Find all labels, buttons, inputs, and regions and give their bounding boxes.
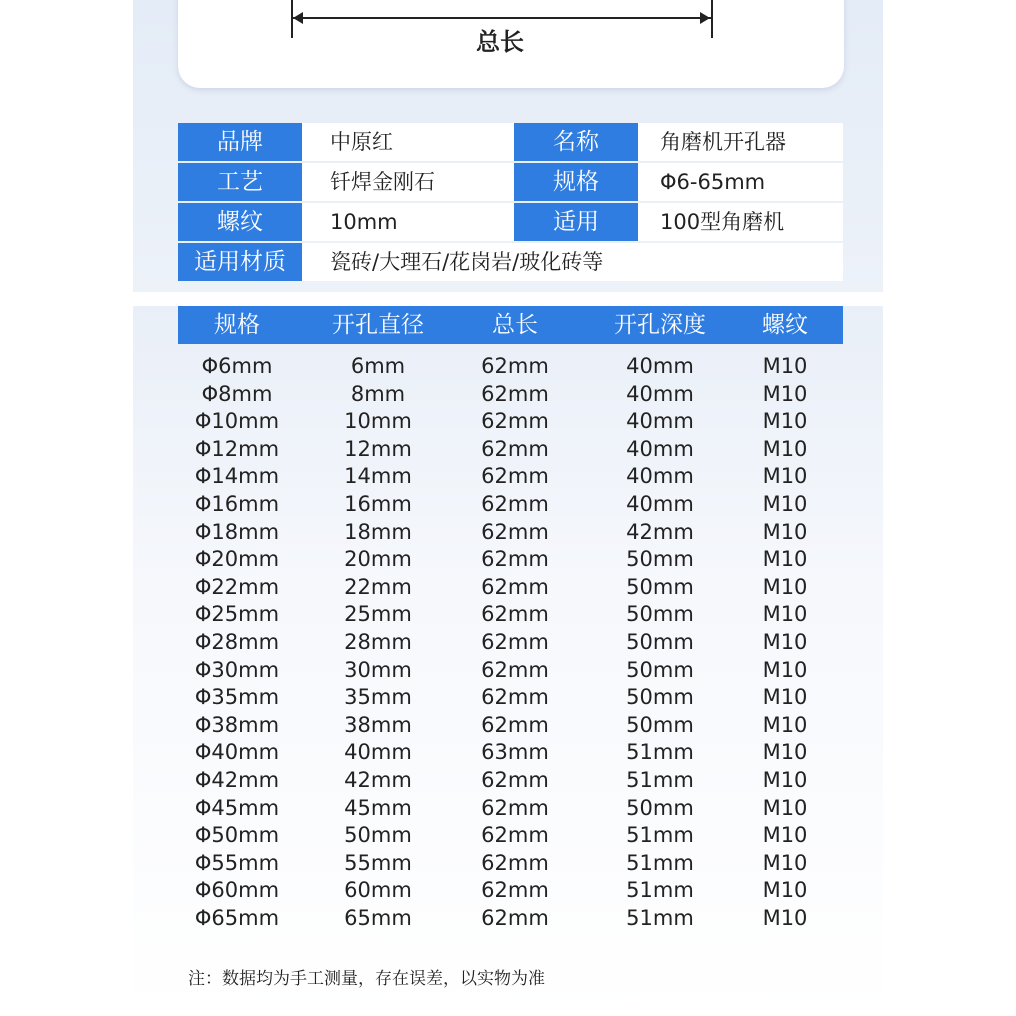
table-row xyxy=(178,407,843,435)
table-row xyxy=(178,600,843,628)
table-row xyxy=(178,628,843,656)
spec-row xyxy=(178,163,843,201)
table-row xyxy=(178,545,843,573)
column-header: 开孔深度 xyxy=(614,312,706,338)
table-cell: 40mm xyxy=(626,354,694,378)
table-cell: 35mm xyxy=(344,685,412,710)
spec-value: Φ6-65mm xyxy=(638,163,843,201)
table-row xyxy=(178,849,843,877)
table-cell: 62mm xyxy=(481,436,549,461)
table-cell: 62mm xyxy=(481,768,549,792)
table-row xyxy=(178,490,843,518)
table-cell: 40mm xyxy=(626,464,694,489)
spec-value: 角磨机开孔器 xyxy=(638,123,843,161)
spec-value: 10mm xyxy=(302,203,514,241)
table-cell: 50mm xyxy=(626,712,694,737)
table-cell: 51mm xyxy=(626,850,694,875)
table-row xyxy=(178,738,843,766)
table-row xyxy=(178,821,843,849)
spec-value: 中原红 xyxy=(302,123,514,161)
footnote: 注：数据均为手工测量，存在误差，以实物为准 xyxy=(188,969,545,989)
table-cell: 62mm xyxy=(481,547,549,572)
table-cell: 51mm xyxy=(626,768,694,792)
table-cell: Φ20mm xyxy=(194,547,280,572)
spec-row xyxy=(178,203,843,241)
table-row xyxy=(178,573,843,601)
table-cell: 14mm xyxy=(344,464,412,489)
table-cell: M10 xyxy=(762,712,808,737)
table-cell: 50mm xyxy=(344,823,412,848)
table-cell: 10mm xyxy=(344,409,412,434)
table-cell: Φ10mm xyxy=(194,409,280,434)
table-cell: 18mm xyxy=(344,519,412,544)
table-cell: Φ12mm xyxy=(194,436,280,461)
table-cell: 62mm xyxy=(481,685,549,710)
spec-value: 100型角磨机 xyxy=(638,203,843,241)
table-cell: M10 xyxy=(762,492,808,516)
table-cell: 62mm xyxy=(481,878,549,903)
table-cell: 62mm xyxy=(481,409,549,434)
table-cell: 62mm xyxy=(481,492,549,516)
table-cell: M10 xyxy=(762,850,808,875)
table-cell: M10 xyxy=(762,574,808,599)
table-cell: Φ50mm xyxy=(194,823,280,848)
table-cell: 55mm xyxy=(344,850,412,875)
table-cell: M10 xyxy=(762,519,808,544)
column-header: 总长 xyxy=(492,312,538,338)
spec-label: 名称 xyxy=(514,123,638,161)
dimension-line xyxy=(292,17,712,19)
table-cell: 62mm xyxy=(481,630,549,654)
table-row xyxy=(178,656,843,684)
table-row xyxy=(178,518,843,546)
table-cell: Φ16mm xyxy=(194,492,280,516)
table-cell: M10 xyxy=(762,768,808,792)
table-cell: Φ55mm xyxy=(194,850,280,875)
spec-label: 规格 xyxy=(514,163,638,201)
table-cell: Φ30mm xyxy=(194,657,280,682)
table-cell: M10 xyxy=(762,657,808,682)
table-row xyxy=(178,766,843,794)
table-cell: 8mm xyxy=(350,381,406,406)
table-cell: Φ28mm xyxy=(194,630,280,654)
table-cell: 62mm xyxy=(481,464,549,489)
table-cell: 62mm xyxy=(481,381,549,406)
table-cell: 50mm xyxy=(626,685,694,710)
spec-value: 瓷砖/大理石/花岗岩/玻化砖等 xyxy=(302,243,843,281)
table-cell: 62mm xyxy=(481,519,549,544)
table-cell: M10 xyxy=(762,795,808,820)
table-row xyxy=(178,435,843,463)
table-cell: M10 xyxy=(762,906,808,930)
table-cell: 40mm xyxy=(626,436,694,461)
table-cell: 22mm xyxy=(344,574,412,599)
table-cell: 62mm xyxy=(481,823,549,848)
spec-row xyxy=(178,123,843,161)
table-cell: Φ14mm xyxy=(194,464,280,489)
table-cell: Φ45mm xyxy=(194,795,280,820)
table-cell: 62mm xyxy=(481,602,549,627)
table-cell: 50mm xyxy=(626,574,694,599)
table-row xyxy=(178,380,843,408)
spec-row-material xyxy=(178,243,843,281)
spec-label: 品牌 xyxy=(178,123,302,161)
table-cell: 51mm xyxy=(626,878,694,903)
table-cell: 50mm xyxy=(626,630,694,654)
table-cell: 42mm xyxy=(344,768,412,792)
spec-value: 钎焊金刚石 xyxy=(302,163,514,201)
table-cell: Φ6mm xyxy=(201,354,273,378)
table-row xyxy=(178,462,843,490)
table-row xyxy=(178,711,843,739)
table-cell: 62mm xyxy=(481,657,549,682)
table-cell: Φ22mm xyxy=(194,574,280,599)
table-cell: 50mm xyxy=(626,547,694,572)
table-cell: Φ35mm xyxy=(194,685,280,710)
table-cell: 62mm xyxy=(481,795,549,820)
table-cell: M10 xyxy=(762,354,808,378)
table-cell: M10 xyxy=(762,602,808,627)
table-row xyxy=(178,876,843,904)
table-cell: M10 xyxy=(762,547,808,572)
table-cell: 28mm xyxy=(344,630,412,654)
table-cell: 38mm xyxy=(344,712,412,737)
table-cell: 51mm xyxy=(626,740,694,765)
table-cell: 50mm xyxy=(626,657,694,682)
arrow-right-icon xyxy=(700,12,710,24)
table-cell: M10 xyxy=(762,381,808,406)
table-cell: M10 xyxy=(762,878,808,903)
table-row xyxy=(178,352,843,380)
table-header xyxy=(178,306,843,344)
table-cell: 60mm xyxy=(344,878,412,903)
table-cell: 62mm xyxy=(481,850,549,875)
table-cell: 50mm xyxy=(626,602,694,627)
table-cell: 40mm xyxy=(344,740,412,765)
spec-label: 适用 xyxy=(514,203,638,241)
table-cell: 62mm xyxy=(481,354,549,378)
table-cell: M10 xyxy=(762,630,808,654)
column-header: 开孔直径 xyxy=(332,312,424,338)
table-cell: 12mm xyxy=(344,436,412,461)
table-cell: 20mm xyxy=(344,547,412,572)
table-cell: Φ8mm xyxy=(201,381,273,406)
table-cell: 40mm xyxy=(626,492,694,516)
table-cell: Φ18mm xyxy=(194,519,280,544)
table-row xyxy=(178,794,843,822)
table-cell: M10 xyxy=(762,409,808,434)
table-cell: 16mm xyxy=(344,492,412,516)
table-cell: Φ65mm xyxy=(194,906,280,930)
table-cell: 6mm xyxy=(350,354,406,378)
table-row xyxy=(178,683,843,711)
table-cell: 25mm xyxy=(344,602,412,627)
table-cell: 40mm xyxy=(626,381,694,406)
table-cell: Φ40mm xyxy=(194,740,280,765)
table-cell: M10 xyxy=(762,823,808,848)
dimension-label: 总长 xyxy=(476,28,524,56)
table-cell: 62mm xyxy=(481,906,549,930)
table-row xyxy=(178,904,843,932)
spec-label: 工艺 xyxy=(178,163,302,201)
table-cell: M10 xyxy=(762,685,808,710)
table-cell: 62mm xyxy=(481,574,549,599)
table-cell: Φ38mm xyxy=(194,712,280,737)
table-cell: M10 xyxy=(762,436,808,461)
table-cell: 51mm xyxy=(626,823,694,848)
table-cell: 51mm xyxy=(626,906,694,930)
table-cell: 45mm xyxy=(344,795,412,820)
arrow-left-icon xyxy=(293,12,303,24)
table-cell: Φ25mm xyxy=(194,602,280,627)
table-cell: 50mm xyxy=(626,795,694,820)
table-cell: 40mm xyxy=(626,409,694,434)
spec-label: 适用材质 xyxy=(178,243,302,281)
table-cell: M10 xyxy=(762,464,808,489)
spec-label: 螺纹 xyxy=(178,203,302,241)
table-cell: M10 xyxy=(762,740,808,765)
table-cell: 63mm xyxy=(481,740,549,765)
table-cell: 62mm xyxy=(481,712,549,737)
dimension-tick-right xyxy=(711,0,713,38)
column-header: 规格 xyxy=(214,312,260,338)
table-cell: 30mm xyxy=(344,657,412,682)
table-cell: Φ42mm xyxy=(194,768,280,792)
table-cell: Φ60mm xyxy=(194,878,280,903)
table-cell: 42mm xyxy=(626,519,694,544)
table-cell: 65mm xyxy=(344,906,412,930)
column-header: 螺纹 xyxy=(762,312,808,338)
